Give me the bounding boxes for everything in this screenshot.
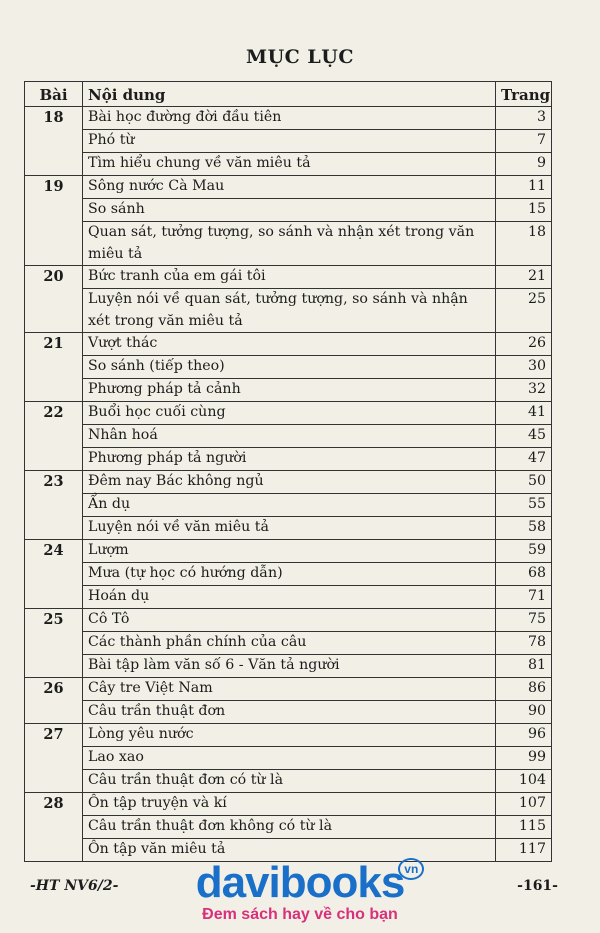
lesson-number: 22 — [25, 402, 83, 471]
entry-page: 86 — [496, 678, 552, 701]
table-row — [25, 609, 552, 632]
table-row — [25, 632, 552, 655]
table-row — [25, 402, 552, 425]
entry-title: Câu trần thuật đơn có từ là — [83, 770, 496, 793]
entry-page: 50 — [496, 471, 552, 494]
entry-title: Vượt thác — [83, 333, 496, 356]
entry-title: Nhân hoá — [83, 425, 496, 448]
entry-title: Bài tập làm văn số 6 - Văn tả người — [83, 655, 496, 678]
entry-page: 21 — [496, 266, 552, 289]
table-row — [25, 356, 552, 379]
brand-tagline: Đem sách hay về cho bạn — [202, 906, 398, 923]
entry-title: Tìm hiểu chung về văn miêu tả — [83, 153, 496, 176]
lesson-number: 26 — [25, 678, 83, 724]
entry-title: Bài học đường đời đầu tiên — [83, 107, 496, 130]
entry-page: 55 — [496, 494, 552, 517]
lesson-number: 18 — [25, 107, 83, 176]
toc-body — [25, 107, 552, 862]
entry-page: 104 — [496, 770, 552, 793]
entry-page: 115 — [496, 816, 552, 839]
table-row — [25, 153, 552, 176]
table-row — [25, 176, 552, 199]
table-row — [25, 678, 552, 701]
table-row — [25, 266, 552, 289]
table-row — [25, 448, 552, 471]
entry-title: Ôn tập văn miêu tả — [83, 839, 496, 862]
table-row — [25, 379, 552, 402]
brand-suffix: vn — [398, 858, 424, 880]
table-row — [25, 724, 552, 747]
table-row — [25, 494, 552, 517]
lesson-number: 19 — [25, 176, 83, 266]
entry-title: Phó từ — [83, 130, 496, 153]
table-row — [25, 289, 552, 333]
table-row — [25, 816, 552, 839]
header-bai: Bài — [25, 82, 83, 107]
entry-title: Ôn tập truyện và kí — [83, 793, 496, 816]
entry-page: 11 — [496, 176, 552, 199]
entry-title: Sông nước Cà Mau — [83, 176, 496, 199]
entry-page: 45 — [496, 425, 552, 448]
toc-header-row — [25, 82, 552, 107]
brand-name: davibooks — [195, 858, 405, 907]
entry-title: Quan sát, tưởng tượng, so sánh và nhận xét trong văn miêu tả — [83, 222, 496, 266]
table-row — [25, 333, 552, 356]
lesson-number: 25 — [25, 609, 83, 678]
entry-page: 15 — [496, 199, 552, 222]
entry-page: 7 — [496, 130, 552, 153]
entry-page: 78 — [496, 632, 552, 655]
entry-page: 90 — [496, 701, 552, 724]
entry-title: So sánh (tiếp theo) — [83, 356, 496, 379]
table-row — [25, 517, 552, 540]
entry-title: Phương pháp tả người — [83, 448, 496, 471]
lesson-number: 20 — [25, 266, 83, 333]
table-row — [25, 770, 552, 793]
table-row — [25, 130, 552, 153]
entry-page: 25 — [496, 289, 552, 333]
entry-title: Mưa (tự học có hướng dẫn) — [83, 563, 496, 586]
brand-logo — [195, 858, 419, 907]
watermark — [0, 860, 600, 924]
entry-title: Cây tre Việt Nam — [83, 678, 496, 701]
table-row — [25, 107, 552, 130]
table-row — [25, 222, 552, 266]
entry-page: 9 — [496, 153, 552, 176]
table-row — [25, 540, 552, 563]
entry-title: Các thành phần chính của câu — [83, 632, 496, 655]
entry-title: Cô Tô — [83, 609, 496, 632]
entry-page: 3 — [496, 107, 552, 130]
table-of-contents — [24, 81, 552, 862]
lesson-number: 27 — [25, 724, 83, 793]
table-row — [25, 425, 552, 448]
entry-title: Câu trần thuật đơn — [83, 701, 496, 724]
lesson-number: 24 — [25, 540, 83, 609]
entry-title: Đêm nay Bác không ngủ — [83, 471, 496, 494]
lesson-number: 21 — [25, 333, 83, 402]
entry-page: 47 — [496, 448, 552, 471]
entry-title: Câu trần thuật đơn không có từ là — [83, 816, 496, 839]
footer-code: -HT NV6/2- — [30, 878, 119, 894]
entry-page: 71 — [496, 586, 552, 609]
lesson-number: 28 — [25, 793, 83, 862]
table-row — [25, 471, 552, 494]
table-row — [25, 701, 552, 724]
entry-page: 117 — [496, 839, 552, 862]
lesson-number: 23 — [25, 471, 83, 540]
entry-page: 68 — [496, 563, 552, 586]
table-row — [25, 563, 552, 586]
entry-page: 41 — [496, 402, 552, 425]
entry-title: Buổi học cuối cùng — [83, 402, 496, 425]
entry-page: 18 — [496, 222, 552, 266]
table-row — [25, 655, 552, 678]
entry-page: 26 — [496, 333, 552, 356]
entry-page: 32 — [496, 379, 552, 402]
entry-page: 59 — [496, 540, 552, 563]
entry-title: Bức tranh của em gái tôi — [83, 266, 496, 289]
table-row — [25, 586, 552, 609]
entry-title: Ẩn dụ — [83, 494, 496, 517]
page-title: MỤC LỤC — [246, 46, 354, 68]
entry-title: Hoán dụ — [83, 586, 496, 609]
table-row — [25, 199, 552, 222]
entry-page: 30 — [496, 356, 552, 379]
entry-title: Lòng yêu nước — [83, 724, 496, 747]
entry-page: 107 — [496, 793, 552, 816]
entry-title: Lượm — [83, 540, 496, 563]
entry-title: Luyện nói về văn miêu tả — [83, 517, 496, 540]
header-content: Nội dung — [83, 82, 496, 107]
table-row — [25, 747, 552, 770]
header-page: Trang — [496, 82, 552, 107]
entry-title: Phương pháp tả cảnh — [83, 379, 496, 402]
toc-table — [24, 81, 552, 862]
entry-page: 81 — [496, 655, 552, 678]
entry-title: Lao xao — [83, 747, 496, 770]
page-number: -161- — [517, 878, 558, 894]
entry-page: 96 — [496, 724, 552, 747]
entry-page: 75 — [496, 609, 552, 632]
entry-title: So sánh — [83, 199, 496, 222]
entry-page: 58 — [496, 517, 552, 540]
table-row — [25, 793, 552, 816]
entry-page: 99 — [496, 747, 552, 770]
entry-title: Luyện nói về quan sát, tưởng tượng, so sánh và nhận xét trong văn miêu tả — [83, 289, 496, 333]
